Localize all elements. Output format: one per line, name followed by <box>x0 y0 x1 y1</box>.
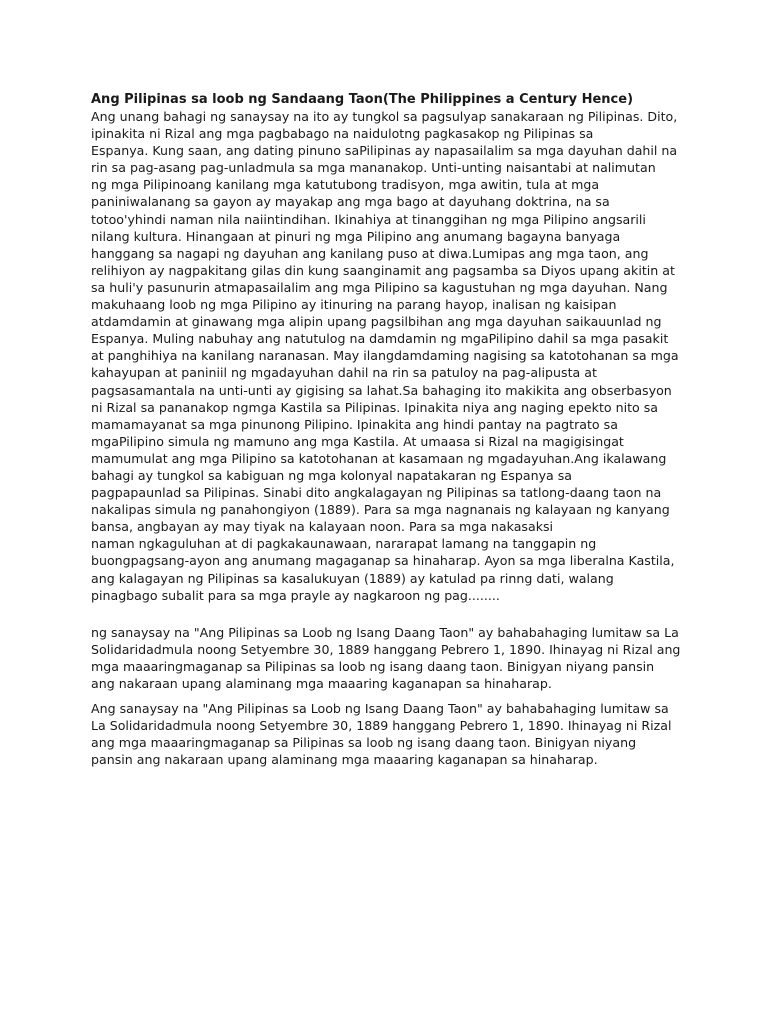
paragraph-line: ng mga Pilipinoang kanilang mga katutubong tradisyon, mga awitin, tula at mga <box>91 177 600 193</box>
paragraph-line: ang nakaraan upang alaminang mga maaaring kaganapan sa hinaharap. <box>91 676 552 691</box>
paragraph-line: pansin ang nakaraan upang alaminang mga maaaring kaganapan sa hinaharap. <box>91 752 598 768</box>
paragraph-1 <box>91 108 691 604</box>
paragraph-line: sa huli'y pasunurin atmapasailalim ang mga Pilipino sa kagustuhan ng mga dayuhan. Nang <box>91 279 668 295</box>
paragraph-line: ang kalagayan ng Pilipinas sa kasalukuyan (1889) ay katulad pa rinng dati, walang <box>91 570 614 586</box>
paragraph-line: ni Rizal sa pananakop ngmga Kastila sa Pilipinas. Ipinakita niya ang naging epekto nito sa <box>91 399 659 415</box>
paragraph-line: totoo'yhindi naman nila naiintindihan. Ikinahiya at tinanggihan ng mga Pilipino angsarili <box>91 211 646 227</box>
paragraph-line: nilang kultura. Hinangaan at pinuri ng mga Pilipino ang anumang bagayna banyaga <box>91 228 621 244</box>
paragraph-line: bahagi ay tungkol sa kabiguan ng mga kolonyal napatakaran ng Espanya sa <box>91 467 573 483</box>
paragraph-line: ipinakita ni Rizal ang mga pagbabago na naidulotng pagkasakop ng Pilipinas sa <box>91 126 594 142</box>
paragraph-line: Ang sanaysay na "Ang Pilipinas sa Loob ng Isang Daang Taon" ay bahabahaging lumitaw sa <box>91 701 669 717</box>
paragraph-3 <box>91 700 691 768</box>
paragraph-spacer <box>91 604 691 624</box>
paragraph-line: Espanya. Kung saan, ang dating pinuno saPilipinas ay napasailalim sa mga dayuhan dahil na <box>91 143 678 159</box>
paragraph-line: buongpagsang-ayon ang anumang magaganap sa hinaharap. Ayon sa mga liberalna Kastila, <box>91 553 675 569</box>
paragraph-2 <box>91 624 691 692</box>
paragraph-line: mamamayanat sa mga pinunong Pilipino. Ipinakita ang hindi pantay na pagtrato sa <box>91 416 618 432</box>
paragraph-line: bansa, angbayan ay may tiyak na kalayaan noon. Para sa mga nakasaksi <box>91 519 554 535</box>
paragraph-line: relihiyon ay nagpakitang gilas din kung saanginamit ang pagsamba sa Diyos upang akitin at <box>91 262 675 278</box>
paragraph-line: ng sanaysay na "Ang Pilipinas sa Loob ng Isang Daang Taon" ay bahabahaging lumitaw sa La <box>91 624 679 640</box>
paragraph-line: hanggang sa nagapi ng dayuhan ang kanilang puso at diwa.Lumipas ang mga taon, ang <box>91 245 649 261</box>
paragraph-line: atdamdamin at ginawang mga alipin upang pagsilbihan ang mga dayuhan saikauunlad ng <box>91 314 662 330</box>
paragraph-line: La Solidaridadmula noong Setyembre 30, 1889 hanggang Pebrero 1, 1890. Ihinayag ni Rizal <box>91 718 672 734</box>
paragraph-line: Ang unang bahagi ng sanaysay na ito ay tungkol sa pagsulyap sanakaraan ng Pilipinas. Dito, <box>91 109 678 124</box>
paragraph-line: pagsasamantala na unti-unti ay gigising sa lahat.Sa bahaging ito makikita ang obserbasyon <box>91 382 672 398</box>
paragraph-line: rin sa pag-asang pag-unladmula sa mga mananakop. Unti-unting naisantabi at nalimutan <box>91 160 656 176</box>
paragraph-line: naman ngkaguluhan at di pagkakaunawaan, nararapat lamang na tanggapin ng <box>91 536 597 552</box>
paragraph-line: pagpapaunlad sa Pilipinas. Sinabi dito angkalagayan ng Pilipinas sa tatlong-daang taon na <box>91 485 662 501</box>
paragraph-line: kahayupan at paniniil ng mgadayuhan dahil na rin sa patuloy na pag-alipusta at <box>91 365 597 381</box>
paragraph-line: ang mga maaaringmaganap sa Pilipinas sa loob ng isang daang taon. Binigyan niyang <box>91 735 637 751</box>
paragraph-line: mga maaaringmaganap sa Pilipinas sa loob ng isang daang taon. Binigyan niyang pansin <box>91 658 655 674</box>
paragraph-line: mamumulat ang mga Pilipino sa katotohanan at kasamaan ng mgadayuhan.Ang ikalawang <box>91 450 667 466</box>
document-content <box>91 91 691 768</box>
paragraph-line: makuhaang loob ng mga Pilipino ay itinuring na parang hayop, inalisan ng kaisipan <box>91 297 617 313</box>
paragraph-line: paniniwalanang sa gayon ay mayakap ang mga bago at dayuhang doktrina, na sa <box>91 194 610 210</box>
paragraph-line: mgaPilipino simula ng mamuno ang mga Kastila. At umaasa si Rizal na magigisingat <box>91 433 624 449</box>
paragraph-line: at panghihiya na kanilang naranasan. May ilangdamdaming nagising sa katotohanan sa mga <box>91 348 679 364</box>
paragraph-line: nakalipas simula ng panahongiyon (1889). Para sa mga nagnanais ng kalayaan ng kanyang <box>91 502 670 518</box>
paragraph-line: Espanya. Muling nabuhay ang natutulog na damdamin ng mgaPilipino dahil sa mga pasakit <box>91 331 669 347</box>
document-title: Ang Pilipinas sa loob ng Sandaang Taon(The Philippines a Century Hence) <box>91 92 634 107</box>
paragraph-line: Solidaridadmula noong Setyembre 30, 1889 hanggang Pebrero 1, 1890. Ihinayag ni Rizal ang <box>91 641 681 657</box>
paragraph-spacer <box>91 692 691 700</box>
paragraph-line: pinagbago subalit para sa mga prayle ay nagkaroon ng pag........ <box>91 587 500 603</box>
